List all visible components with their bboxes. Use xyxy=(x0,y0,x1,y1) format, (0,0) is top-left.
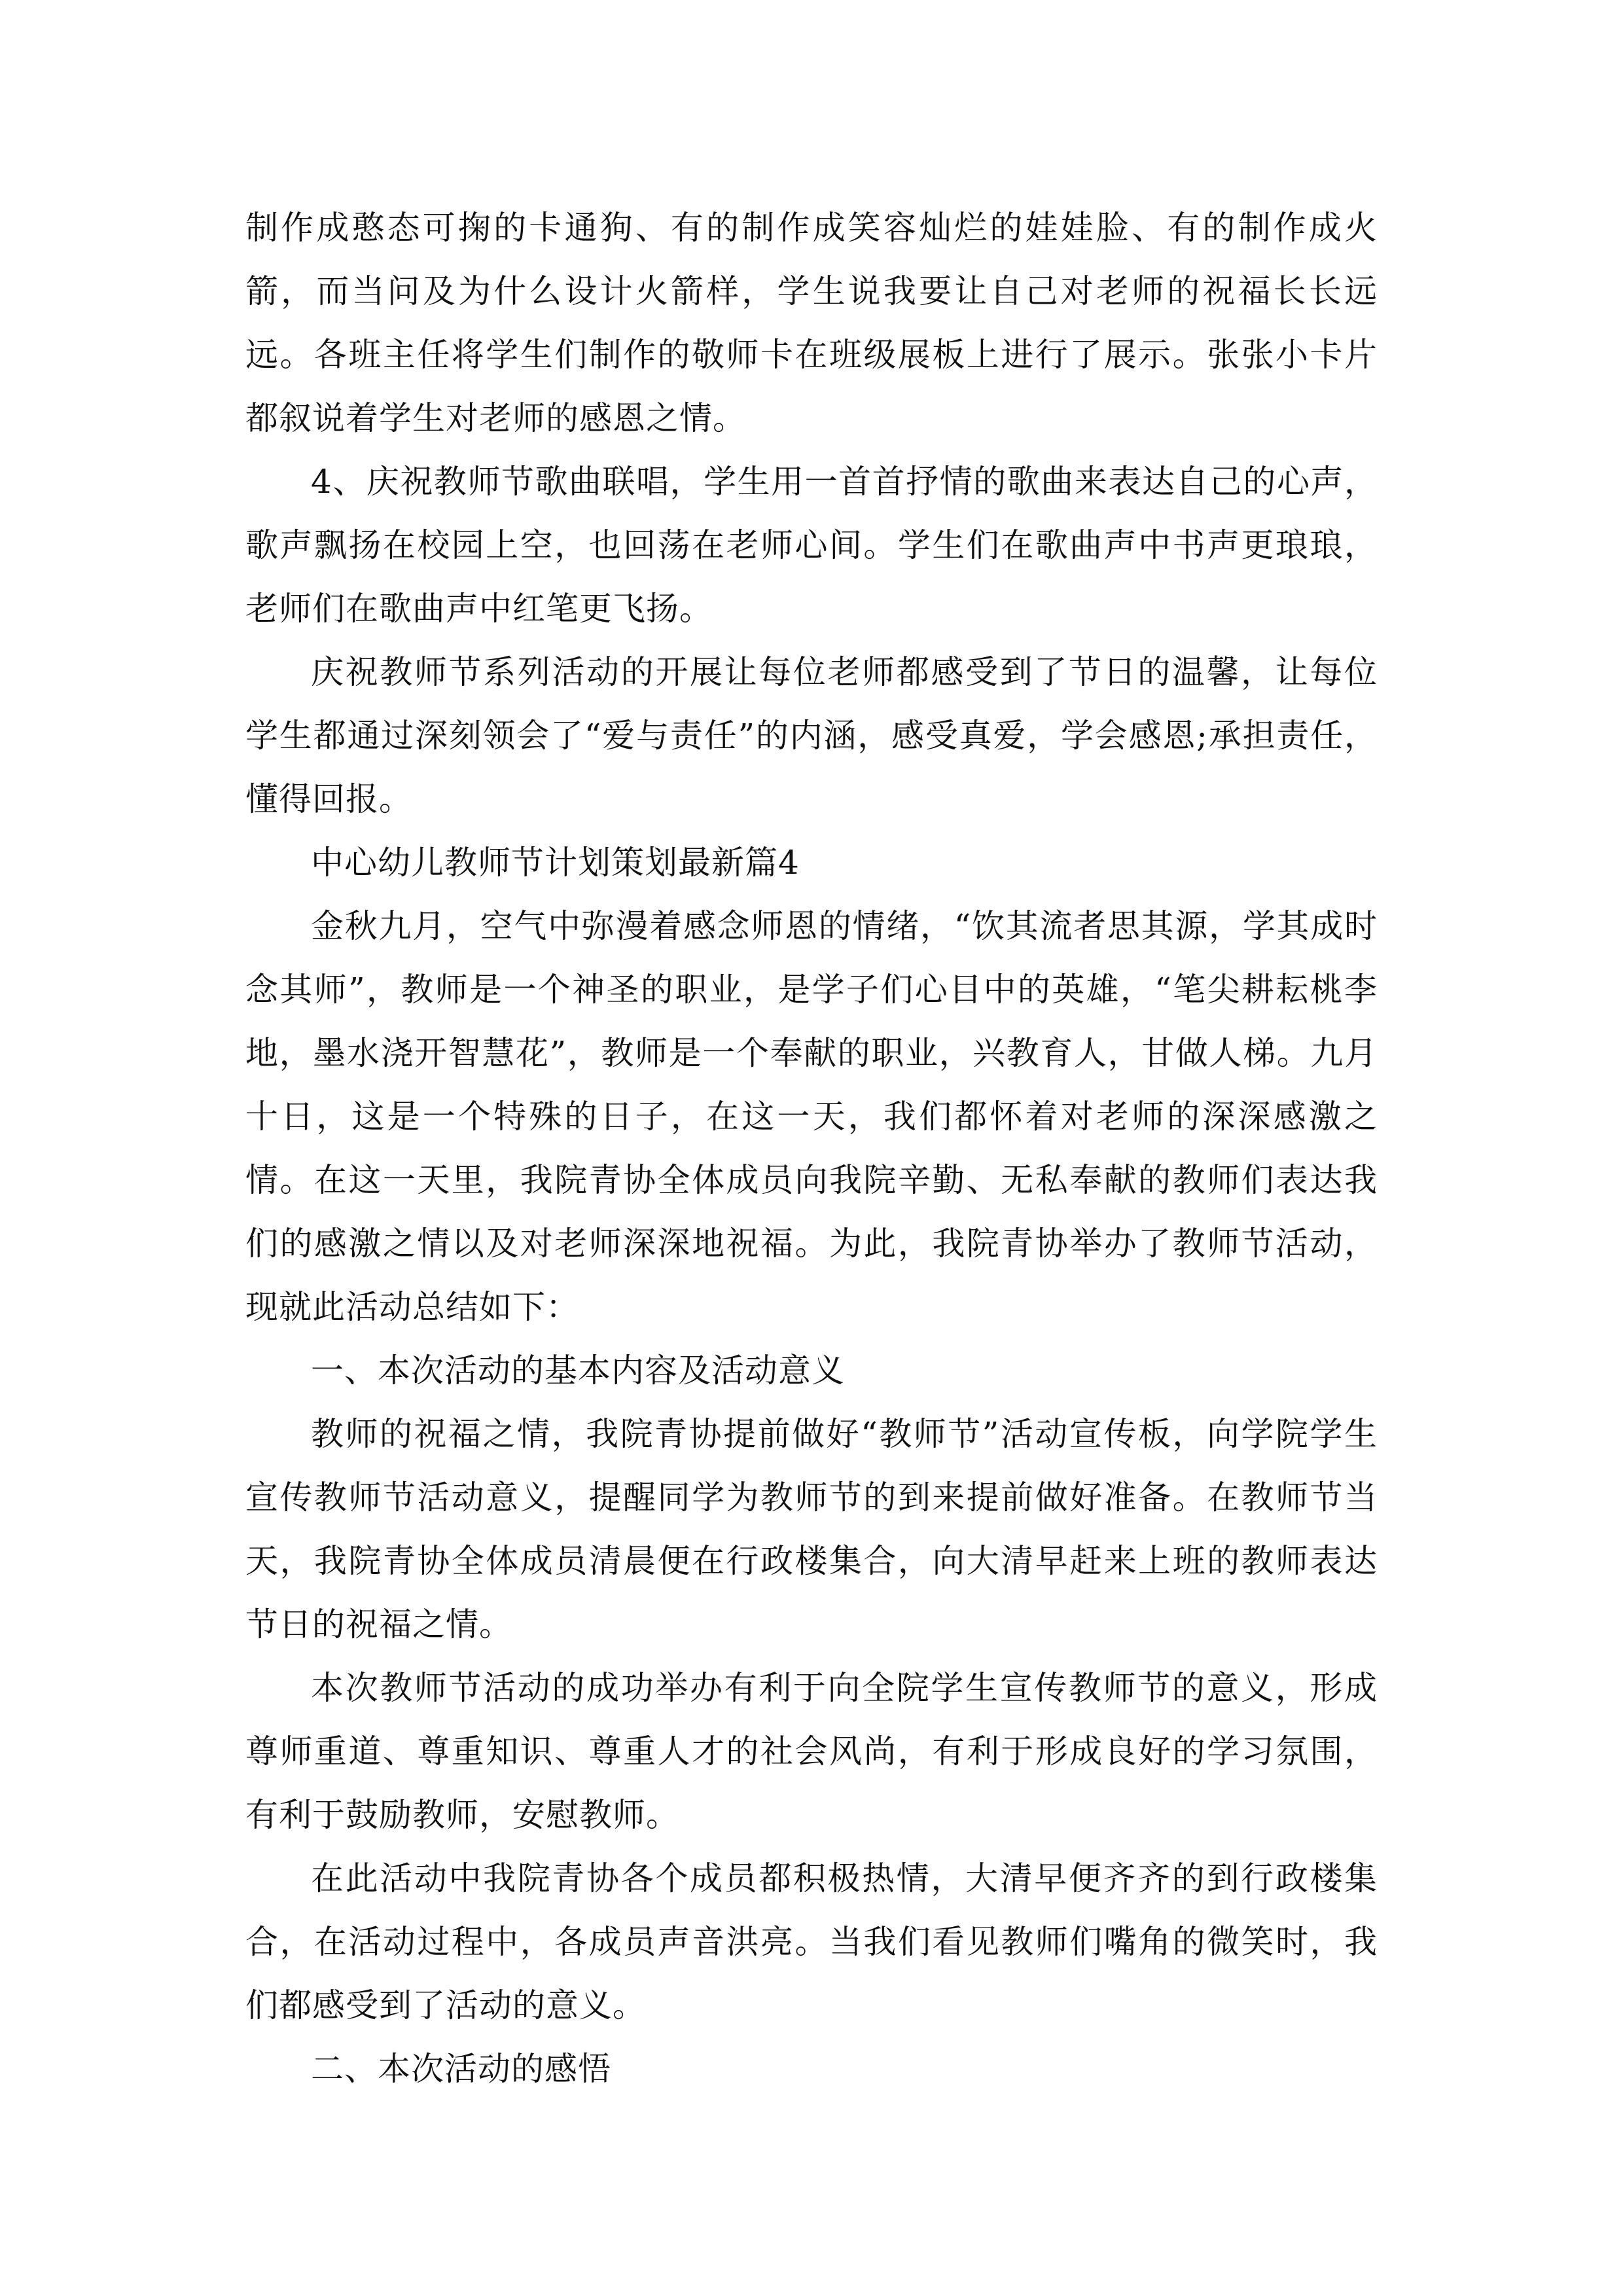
paragraph-intro: 金秋九月，空气中弥漫着感念师恩的情绪，“饮其流者思其源，学其成时念其师”，教师是一个神圣的职业，是学子们心目中的英雄，“笔尖耕耘桃李地，墨水浇开智慧花”，教师是一个奉献的职业，兴教育人，甘做人梯。九月十日，这是一个特殊的日子，在这一天，我们都怀着对老师的深深感激之情。在这一天里，我院青协全体成员向我院辛勤、无私奉献的教师们表达我们的感激之情以及对老师深深地祝福。为此，我院青协举办了教师节活动，现就此活动总结如下： xyxy=(245,907,1378,1326)
paragraph-summary: 庆祝教师节系列活动的开展让每位老师都感受到了节日的温馨，让每位学生都通过深刻领会了“爱与责任”的内涵，感受真爱，学会感恩;承担责任，懂得回报。 xyxy=(245,653,1378,818)
paragraph-song-medley: 4、庆祝教师节歌曲联唱，学生用一首首抒情的歌曲来表达自己的心声，歌声飘扬在校园上空，也回荡在老师心间。学生们在歌曲声中书声更琅琅，老师们在歌曲声中红笔更飞扬。 xyxy=(245,463,1378,628)
paragraph-continuation: 制作成憨态可掬的卡通狗、有的制作成笑容灿烂的娃娃脸、有的制作成火箭，而当问及为什么设计火箭样，学生说我要让自己对老师的祝福长长远远。各班主任将学生们制作的敬师卡在班级展板上进行了展示。张张小卡片都叙说着学生对老师的感恩之情。 xyxy=(245,209,1378,437)
document-body xyxy=(245,196,1378,2101)
heading-basic-content: 一、本次活动的基本内容及活动意义 xyxy=(311,1352,845,1390)
paragraph-enthusiasm: 在此活动中我院青协各个成员都积极热情，大清早便齐齐的到行政楼集合，在活动过程中，各成员声音洪亮。当我们看见教师们嘴角的微笑时，我们都感受到了活动的意义。 xyxy=(245,1859,1378,2024)
section-title: 中心幼儿教师节计划策划最新篇4 xyxy=(311,844,800,882)
paragraph-wishes: 教师的祝福之情，我院青协提前做好“教师节”活动宣传板，向学院学生宣传教师节活动意义，提醒同学为教师节的到来提前做好准备。在教师节当天，我院青协全体成员清晨便在行政楼集合，向大清早赶来上班的教师表达节日的祝福之情。 xyxy=(245,1415,1378,1643)
heading-reflection: 二、本次活动的感悟 xyxy=(311,2050,611,2088)
paragraph-significance: 本次教师节活动的成功举办有利于向全院学生宣传教师节的意义，形成尊师重道、尊重知识、尊重人才的社会风尚，有利于形成良好的学习氛围，有利于鼓励教师，安慰教师。 xyxy=(245,1669,1378,1834)
